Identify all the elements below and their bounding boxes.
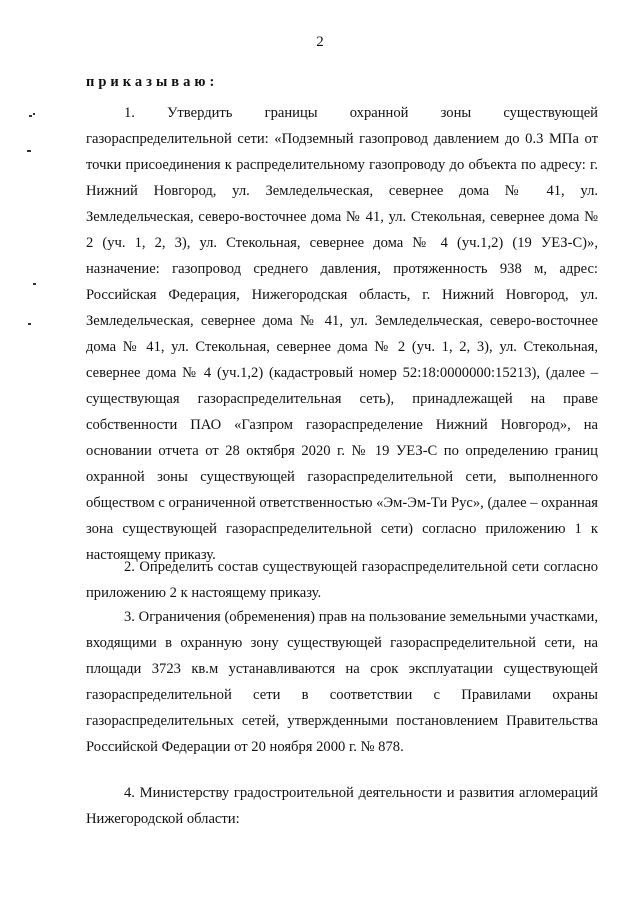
order-heading: приказываю: (86, 74, 219, 90)
page-number: 2 (316, 34, 324, 50)
scan-speck (33, 113, 35, 115)
scan-speck (33, 283, 36, 285)
scan-speck (29, 115, 32, 117)
paragraph-1: 1. Утвердить границы охранной зоны существующей газораспределительной сети: «Подземный газопровод давлением до 0.3 МПа от точки присоединения к распределительному газопроводу до объекта по адресу: г. Нижний Новгород, ул. Земледельческая, севернее дома № 41, ул. Земледельческая, северо-восточнее дома № 41, ул. Стекольная, севернее дома № 2 (уч. 1, 2, 3), ул. Стекольная, севернее дома № 4 (уч.1,2) (19 УЕЗ-С)», назначение: газопровод среднего давления, протяженность 938 м, адрес: Российская Федерация, Нижегородская область, г. Нижний Новгород, ул. Земледельческая, севернее дома № 41, ул. Земледельческая, северо-восточнее дома № 41, ул. Стекольная, севернее дома № 2 (уч. 1, 2, 3), ул. Стекольная, севернее дома № 4 (уч.1,2) (кадастровый номер 52:18:0000000:15213), (далее – существующая газораспределительная сеть), принадлежащей на праве собственности ПАО «Газпром газораспределение Нижний Новгород», на основании отчета от 28 октября 2020 г. № 19 УЕЗ-С по определению границ охранной зоны существующей газораспределительной сети, выполненного обществом с ограниченной ответственностью «Эм-Эм-Ти Рус», (далее – охранная зона существующей газораспределительной сети) согласно приложению 1 к настоящему приказу. (86, 105, 598, 563)
paragraph-3: 3. Ограничения (обременения) прав на пользование земельными участками, входящими в охранную зону существующей газораспределительной сети, на площади 3723 кв.м устанавливаются на срок эксплуатации существующей газораспределительной сети в соответствии с Правилами охраны газораспределительных сетей, утвержденными постановлением Правительства Российской Федерации от 20 ноября 2000 г. № 878. (86, 609, 598, 755)
scan-speck (28, 323, 31, 325)
paragraph-2: 2. Определить состав существующей газораспределительной сети согласно приложению 2 к настоящему приказу. (86, 559, 598, 601)
paragraph-4: 4. Министерству градостроительной деятельности и развития агломераций Нижегородской области: (86, 785, 598, 827)
scan-speck (27, 150, 31, 152)
